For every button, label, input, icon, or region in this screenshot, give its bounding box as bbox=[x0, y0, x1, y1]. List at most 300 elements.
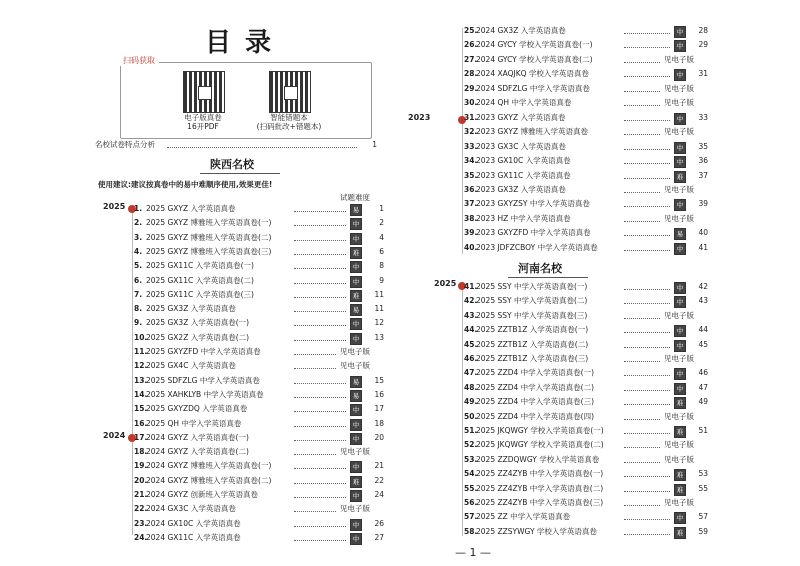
entry-title: 2023 GXYZ 入学英语真卷 bbox=[476, 112, 566, 122]
toc-entry[interactable] bbox=[134, 231, 386, 245]
leader-dots bbox=[294, 282, 346, 284]
difficulty-badge: 中 bbox=[674, 282, 686, 294]
entry-page: 12 bbox=[374, 318, 384, 328]
entry-title: 2025 SSY 中学入学英语真卷(一) bbox=[476, 282, 588, 291]
leader-dots bbox=[294, 482, 346, 484]
leader-dots bbox=[624, 177, 670, 179]
entry-title: 2025 GXYZ 博雅班入学英语真卷(三) bbox=[146, 246, 272, 256]
year-label-2023: 2023 bbox=[408, 113, 431, 122]
toc-entry[interactable] bbox=[464, 183, 710, 197]
entry-number: 19. bbox=[134, 461, 148, 471]
leader-dots bbox=[294, 367, 336, 369]
qr-caption-left-line2: 16开PDF bbox=[187, 122, 219, 131]
electronic-edition-note: 见电子版 bbox=[664, 310, 694, 320]
entry-number: 2. bbox=[134, 218, 143, 228]
toc-entry[interactable] bbox=[464, 53, 710, 67]
difficulty-badge: 难 bbox=[350, 290, 362, 302]
section-title-henan: 河南名校 bbox=[518, 262, 562, 275]
difficulty-badge: 中 bbox=[674, 296, 686, 308]
electronic-edition-note: 见电子版 bbox=[664, 54, 694, 64]
year-label-2025: 2025 bbox=[103, 202, 126, 211]
entry-page: 17 bbox=[374, 404, 384, 414]
entry-page: 37 bbox=[698, 170, 708, 180]
leader-dots bbox=[294, 253, 346, 255]
entry-title: 2023 GXYZSY 中学入学英语真卷 bbox=[476, 199, 590, 209]
entry-number: 46. bbox=[464, 354, 478, 363]
leader-dots bbox=[624, 119, 670, 121]
electronic-edition-note: 见电子版 bbox=[664, 83, 694, 93]
leader-dots bbox=[294, 296, 346, 298]
entry-number: 38. bbox=[464, 213, 478, 223]
leader-dots bbox=[624, 533, 670, 535]
entry-page: 15 bbox=[374, 375, 384, 385]
entry-number: 5. bbox=[134, 261, 143, 271]
entry-number: 27. bbox=[464, 54, 478, 64]
entry-title: 2023 JDFZCBOY 中学入学英语真卷 bbox=[476, 242, 598, 252]
electronic-edition-note: 见电子版 bbox=[340, 447, 370, 457]
toc-entry[interactable] bbox=[134, 517, 386, 531]
entry-title: 2025 XAHKLYB 中学入学英语真卷 bbox=[146, 389, 264, 399]
entry-title: 2025 GX4C 入学英语真卷 bbox=[146, 361, 236, 371]
leader-dots bbox=[624, 331, 670, 333]
toc-entry[interactable] bbox=[464, 525, 710, 539]
toc-entry[interactable] bbox=[464, 82, 710, 96]
qr-code-left[interactable] bbox=[183, 71, 225, 113]
leader-dots bbox=[624, 46, 670, 48]
toc-entry[interactable] bbox=[134, 274, 386, 288]
entry-page: 51 bbox=[698, 426, 708, 435]
entry-number: 10. bbox=[134, 332, 148, 342]
entry-number: 23. bbox=[134, 518, 148, 528]
toc-entry[interactable] bbox=[464, 467, 710, 481]
toc-entry[interactable] bbox=[134, 202, 386, 216]
toc-entry[interactable] bbox=[464, 241, 710, 255]
entry-title: 2025 GX3Z 入学英语真卷 bbox=[146, 304, 236, 314]
entry-title: 2025 ZZD4 中学入学英语真卷(一) bbox=[476, 368, 595, 378]
entry-number: 24. bbox=[134, 532, 148, 542]
electronic-edition-note: 见电子版 bbox=[664, 127, 694, 137]
entry-title: 2025 ZZD4 中学入学英语真卷(二) bbox=[476, 382, 595, 392]
entry-title: 2024 GX11C 入学英语真卷 bbox=[146, 532, 241, 542]
difficulty-badge: 易 bbox=[350, 376, 362, 388]
toc-entry[interactable] bbox=[464, 96, 710, 110]
entry-number: 14. bbox=[134, 389, 148, 399]
entry-number: 41. bbox=[464, 282, 478, 291]
difficulty-badge: 中 bbox=[674, 512, 686, 524]
difficulty-badge: 中 bbox=[674, 243, 686, 255]
entry-page: 21 bbox=[374, 461, 384, 471]
entry-number: 48. bbox=[464, 382, 478, 392]
entry-title: 2025 ZZTB1Z 入学英语真卷(三) bbox=[476, 354, 589, 363]
toc-entry[interactable] bbox=[134, 445, 386, 459]
entry-page: 44 bbox=[698, 325, 708, 335]
leader-dots bbox=[294, 353, 336, 355]
difficulty-badge: 中 bbox=[350, 461, 362, 473]
toc-entry[interactable] bbox=[134, 388, 386, 402]
toc-entry[interactable] bbox=[464, 395, 710, 409]
entry-number: 30. bbox=[464, 98, 478, 108]
leader-dots bbox=[624, 360, 660, 362]
difficulty-badge: 中 bbox=[350, 261, 362, 273]
entry-number: 36. bbox=[464, 184, 478, 194]
leader-dots bbox=[624, 148, 670, 150]
entry-number: 39. bbox=[464, 228, 478, 238]
entry-number: 54. bbox=[464, 469, 478, 479]
difficulty-badge: 中 bbox=[350, 276, 362, 288]
qr-caption-right-line1: 智能错题本 bbox=[270, 113, 308, 122]
difficulty-badge: 易 bbox=[350, 390, 362, 402]
leader-dots bbox=[624, 302, 670, 304]
entry-page: 22 bbox=[374, 475, 384, 485]
entry-number: 58. bbox=[464, 526, 478, 536]
difficulty-badge: 中 bbox=[674, 156, 686, 168]
toc-entry[interactable] bbox=[464, 366, 710, 380]
toc-entry[interactable] bbox=[134, 459, 386, 473]
entry-title: 2025 SSY 中学入学英语真卷(二) bbox=[476, 296, 588, 306]
qr-panel-label: 扫码获取 bbox=[119, 55, 159, 66]
entry-title: 2023 GX3Z 入学英语真卷 bbox=[476, 184, 566, 194]
difficulty-badge: 中 bbox=[674, 113, 686, 125]
entry-number: 40. bbox=[464, 242, 478, 252]
entry-title: 2024 GXYZ 博雅班入学英语真卷(二) bbox=[146, 475, 272, 485]
leader-dots bbox=[294, 496, 346, 498]
year-label-2025-henan: 2025 bbox=[434, 279, 457, 288]
toc-entry[interactable] bbox=[134, 216, 386, 230]
difficulty-badge: 中 bbox=[674, 325, 686, 337]
entry-title: 2025 GXYZFD 中学入学英语真卷 bbox=[146, 347, 261, 356]
toc-entry[interactable] bbox=[134, 374, 386, 388]
entry-number: 50. bbox=[464, 411, 478, 421]
entry-title: 2025 GX11C 入学英语真卷(一) bbox=[146, 261, 254, 271]
toc-entry[interactable] bbox=[464, 67, 710, 81]
toc-entry[interactable] bbox=[464, 280, 710, 294]
toc-entry[interactable] bbox=[464, 453, 710, 467]
toc-entry[interactable] bbox=[464, 496, 710, 510]
leader-dots bbox=[624, 374, 670, 376]
entry-page: 18 bbox=[374, 418, 384, 428]
entry-number: 42. bbox=[464, 296, 478, 306]
toc-entry[interactable] bbox=[464, 338, 710, 352]
entry-page: 35 bbox=[698, 141, 708, 151]
leader-dots bbox=[624, 61, 660, 63]
entry-number: 56. bbox=[464, 498, 478, 507]
leader-dots bbox=[624, 403, 670, 405]
entry-title: 2023 GX3C 入学英语真卷 bbox=[476, 141, 566, 151]
difficulty-badge: 中 bbox=[674, 142, 686, 154]
leader-dots bbox=[294, 210, 346, 212]
leader-dots bbox=[624, 418, 660, 420]
section-underline bbox=[508, 277, 588, 278]
qr-caption-left-line1: 电子版真卷 bbox=[184, 113, 222, 122]
leader-dots bbox=[624, 490, 670, 492]
entry-title: 2025 ZZD4 中学入学英语真卷(三) bbox=[476, 397, 595, 407]
qr-panel bbox=[120, 56, 372, 139]
entry-number: 9. bbox=[134, 318, 143, 328]
entry-number: 3. bbox=[134, 232, 143, 242]
toc-entry[interactable] bbox=[134, 402, 386, 416]
difficulty-badge: 中 bbox=[674, 199, 686, 211]
toc-entry[interactable] bbox=[464, 169, 710, 183]
section-title-shaanxi: 陕西名校 bbox=[210, 158, 254, 171]
leader-dots bbox=[624, 504, 660, 506]
leader-dots bbox=[624, 162, 670, 164]
entry-number: 45. bbox=[464, 339, 478, 349]
leader-dots bbox=[294, 267, 346, 269]
toc-entry[interactable] bbox=[464, 438, 710, 452]
difficulty-badge: 中 bbox=[350, 218, 362, 230]
entry-number: 49. bbox=[464, 397, 478, 407]
leader-dots bbox=[294, 410, 346, 412]
toc-entry[interactable] bbox=[464, 510, 710, 524]
toc-entry[interactable] bbox=[464, 140, 710, 154]
entry-page: 36 bbox=[698, 156, 708, 166]
toc-entry[interactable] bbox=[464, 111, 710, 125]
entry-title: 2024 GX3C 入学英语真卷 bbox=[146, 504, 236, 514]
leader-dots bbox=[624, 446, 660, 448]
leader-dots bbox=[624, 288, 670, 290]
timeline-line bbox=[132, 210, 133, 535]
qr-caption-left bbox=[158, 113, 248, 131]
entry-number: 33. bbox=[464, 141, 478, 151]
entry-title: 2025 ZZ4ZYB 中学入学英语真卷(二) bbox=[476, 483, 604, 493]
entry-title: 2024 SDFZLG 中学入学英语真卷 bbox=[476, 83, 590, 93]
entry-title: 2024 GX3Z 入学英语真卷 bbox=[476, 26, 566, 35]
entry-title: 2025 SDFZLG 中学入学英语真卷 bbox=[146, 375, 260, 385]
difficulty-badge: 中 bbox=[350, 404, 362, 416]
entry-number: 12. bbox=[134, 361, 148, 371]
toc-entry[interactable] bbox=[464, 212, 710, 226]
entry-title: 2025 ZZTB1Z 入学英语真卷(一) bbox=[476, 325, 589, 335]
overview-row[interactable] bbox=[95, 138, 385, 152]
leader-dots bbox=[624, 32, 670, 34]
entry-number: 57. bbox=[464, 512, 478, 522]
entry-number: 18. bbox=[134, 447, 148, 457]
entry-page: 2 bbox=[379, 218, 384, 228]
year-label-2024: 2024 bbox=[103, 431, 126, 440]
entry-number: 28. bbox=[464, 69, 478, 79]
entry-title: 2025 JKQWGY 学校入学英语真卷(二) bbox=[476, 440, 604, 450]
toc-entry[interactable] bbox=[464, 226, 710, 240]
toc-entry[interactable] bbox=[464, 154, 710, 168]
entry-page: 16 bbox=[374, 389, 384, 399]
entry-page: 41 bbox=[698, 242, 708, 252]
entry-number: 34. bbox=[464, 156, 478, 166]
entry-number: 31. bbox=[464, 112, 478, 122]
entry-title: 2023 GX11C 入学英语真卷 bbox=[476, 170, 571, 180]
toc-entry[interactable] bbox=[134, 431, 386, 445]
entry-page: 8 bbox=[379, 261, 384, 271]
entry-number: 53. bbox=[464, 454, 478, 464]
toc-entry[interactable] bbox=[134, 345, 386, 359]
entry-title: 2025 ZZ4ZYB 中学入学英语真卷(三) bbox=[476, 498, 604, 507]
difficulty-badge: 中 bbox=[350, 533, 362, 545]
entry-page: 28 bbox=[698, 26, 708, 35]
entry-number: 22. bbox=[134, 504, 148, 514]
entry-number: 32. bbox=[464, 127, 478, 137]
toc-entry[interactable] bbox=[464, 410, 710, 424]
entry-title: 2024 GYCY 学校入学英语真卷(二) bbox=[476, 54, 593, 64]
entry-page: 33 bbox=[698, 112, 708, 122]
entry-number: 13. bbox=[134, 375, 148, 385]
toc-entry[interactable] bbox=[464, 24, 710, 38]
entry-title: 2025 ZZD4 中学入学英语真卷(四) bbox=[476, 411, 595, 421]
leader-dots bbox=[624, 133, 660, 135]
toc-entry[interactable] bbox=[134, 288, 386, 302]
entry-page: 46 bbox=[698, 368, 708, 378]
difficulty-badge: 难 bbox=[674, 426, 686, 438]
leader-dots bbox=[294, 324, 346, 326]
entry-title: 2023 GXYZ 博雅班入学英语真卷 bbox=[476, 127, 589, 137]
leader-dots bbox=[294, 525, 346, 527]
entry-title: 2025 GXYZ 入学英语真卷 bbox=[146, 204, 236, 213]
leader-dots bbox=[624, 191, 660, 193]
leader-dots bbox=[624, 205, 670, 207]
difficulty-badge: 中 bbox=[350, 419, 362, 431]
entry-title: 2024 GYCY 学校入学英语真卷(一) bbox=[476, 40, 593, 50]
difficulty-badge: 中 bbox=[674, 40, 686, 52]
entry-number: 17. bbox=[134, 432, 148, 442]
leader-dots bbox=[624, 90, 660, 92]
entry-title: 2025 ZZSYWGY 学校入学英语真卷 bbox=[476, 526, 597, 536]
difficulty-badge: 难 bbox=[674, 469, 686, 481]
entry-title: 2024 QH 中学入学英语真卷 bbox=[476, 98, 572, 108]
page-title: 目录 bbox=[205, 28, 286, 58]
entry-title: 2024 GXYZ 入学英语真卷(二) bbox=[146, 447, 249, 457]
toc-entry[interactable] bbox=[464, 323, 710, 337]
entry-page: 31 bbox=[698, 69, 708, 79]
qr-caption-right bbox=[244, 113, 334, 131]
electronic-edition-note: 见电子版 bbox=[664, 411, 694, 421]
toc-entry[interactable] bbox=[134, 259, 386, 273]
entry-title: 2025 QH 中学入学英语真卷 bbox=[146, 418, 242, 428]
entry-number: 51. bbox=[464, 426, 478, 435]
leader-dots bbox=[624, 104, 660, 106]
entry-page: 9 bbox=[379, 275, 384, 285]
leader-dots bbox=[294, 224, 346, 226]
entry-page: 49 bbox=[698, 397, 708, 407]
entry-page: 4 bbox=[379, 232, 384, 242]
toc-entry[interactable] bbox=[134, 359, 386, 373]
entry-page: 43 bbox=[698, 296, 708, 306]
difficulty-badge: 中 bbox=[674, 383, 686, 395]
leader-dots bbox=[294, 382, 346, 384]
entry-number: 25. bbox=[464, 26, 478, 35]
toc-entry[interactable] bbox=[134, 245, 386, 259]
entry-title: 2024 XAQJKQ 学校入学英语真卷 bbox=[476, 69, 589, 79]
leader-dots bbox=[294, 425, 346, 427]
toc-entry[interactable] bbox=[464, 294, 710, 308]
electronic-edition-note: 见电子版 bbox=[664, 440, 694, 450]
entry-page: 29 bbox=[698, 40, 708, 50]
toc-entry[interactable] bbox=[464, 352, 710, 366]
entry-page: 1 bbox=[379, 204, 384, 213]
leader-dots bbox=[624, 518, 670, 520]
entry-number: 8. bbox=[134, 304, 143, 314]
entry-number: 16. bbox=[134, 418, 148, 428]
toc-entry[interactable] bbox=[464, 125, 710, 139]
entry-page: 11 bbox=[374, 304, 384, 314]
entry-title: 2024 GXYZ 创新班入学英语真卷 bbox=[146, 490, 259, 499]
toc-entry[interactable] bbox=[134, 417, 386, 431]
difficulty-badge: 难 bbox=[674, 171, 686, 183]
toc-entry[interactable] bbox=[464, 197, 710, 211]
entry-number: 21. bbox=[134, 490, 148, 499]
toc-entry[interactable] bbox=[134, 531, 386, 545]
difficulty-badge: 中 bbox=[674, 26, 686, 38]
toc-entry[interactable] bbox=[464, 381, 710, 395]
leader-dots bbox=[624, 389, 670, 391]
entry-page: 39 bbox=[698, 199, 708, 209]
entry-title: 2024 GXYZ 博雅班入学英语真卷(一) bbox=[146, 461, 272, 471]
electronic-edition-note: 见电子版 bbox=[664, 454, 694, 464]
difficulty-badge: 中 bbox=[674, 340, 686, 352]
electronic-edition-note: 见电子版 bbox=[664, 213, 694, 223]
toc-entry[interactable] bbox=[134, 488, 386, 502]
entry-title: 2025 SSY 中学入学英语真卷(三) bbox=[476, 310, 588, 320]
toc-entry[interactable] bbox=[134, 302, 386, 316]
difficulty-badge: 难 bbox=[674, 527, 686, 539]
electronic-edition-note: 见电子版 bbox=[340, 347, 370, 356]
entry-number: 52. bbox=[464, 440, 478, 450]
entry-title: 2025 GXYZ 博雅班入学英语真卷(一) bbox=[146, 218, 272, 228]
entry-number: 15. bbox=[134, 404, 148, 414]
electronic-edition-note: 见电子版 bbox=[340, 504, 370, 514]
leader-dots bbox=[624, 234, 670, 236]
toc-entry[interactable] bbox=[134, 331, 386, 345]
difficulty-badge: 中 bbox=[674, 368, 686, 380]
entry-number: 1. bbox=[134, 204, 143, 213]
entry-number: 4. bbox=[134, 246, 143, 256]
leader-dots bbox=[294, 510, 336, 512]
entry-number: 43. bbox=[464, 310, 478, 320]
entry-page: 11 bbox=[374, 289, 384, 299]
section-underline bbox=[200, 173, 280, 174]
entry-page: 26 bbox=[374, 518, 384, 528]
entry-number: 11. bbox=[134, 347, 148, 356]
entry-title: 2024 GXYZ 入学英语真卷(一) bbox=[146, 432, 249, 442]
leader-dots bbox=[624, 461, 660, 463]
entry-page: 24 bbox=[374, 490, 384, 499]
toc-entry[interactable] bbox=[464, 424, 710, 438]
entry-page: 53 bbox=[698, 469, 708, 479]
qr-caption-right-line2: (扫码批改+错题本) bbox=[256, 122, 322, 131]
entry-number: 6. bbox=[134, 275, 143, 285]
entry-title: 2025 JKQWGY 学校入学英语真卷(一) bbox=[476, 426, 604, 435]
toc-entry[interactable] bbox=[464, 309, 710, 323]
leader-dots bbox=[624, 220, 660, 222]
entry-title: 2023 HZ 中学入学英语真卷 bbox=[476, 213, 571, 223]
leader-dots bbox=[624, 475, 670, 477]
leader-dots bbox=[624, 432, 670, 434]
entry-title: 2024 GX10C 入学英语真卷 bbox=[146, 518, 241, 528]
toc-entry[interactable] bbox=[134, 316, 386, 330]
qr-code-right[interactable] bbox=[269, 71, 311, 113]
electronic-edition-note: 见电子版 bbox=[664, 184, 694, 194]
entry-page: 13 bbox=[374, 332, 384, 342]
leader-dots bbox=[294, 396, 346, 398]
toc-entry[interactable] bbox=[134, 502, 386, 516]
entry-title: 2025 GX11C 入学英语真卷(三) bbox=[146, 289, 254, 299]
toc-entry[interactable] bbox=[464, 38, 710, 52]
leader-dots bbox=[294, 467, 346, 469]
leader-dots bbox=[294, 539, 346, 541]
entry-page: 55 bbox=[698, 483, 708, 493]
toc-entry[interactable] bbox=[134, 474, 386, 488]
entry-title: 2025 GX2Z 入学英语真卷(二) bbox=[146, 332, 250, 342]
entry-page: 59 bbox=[698, 526, 708, 536]
toc-entry[interactable] bbox=[464, 482, 710, 496]
difficulty-badge: 中 bbox=[350, 318, 362, 330]
